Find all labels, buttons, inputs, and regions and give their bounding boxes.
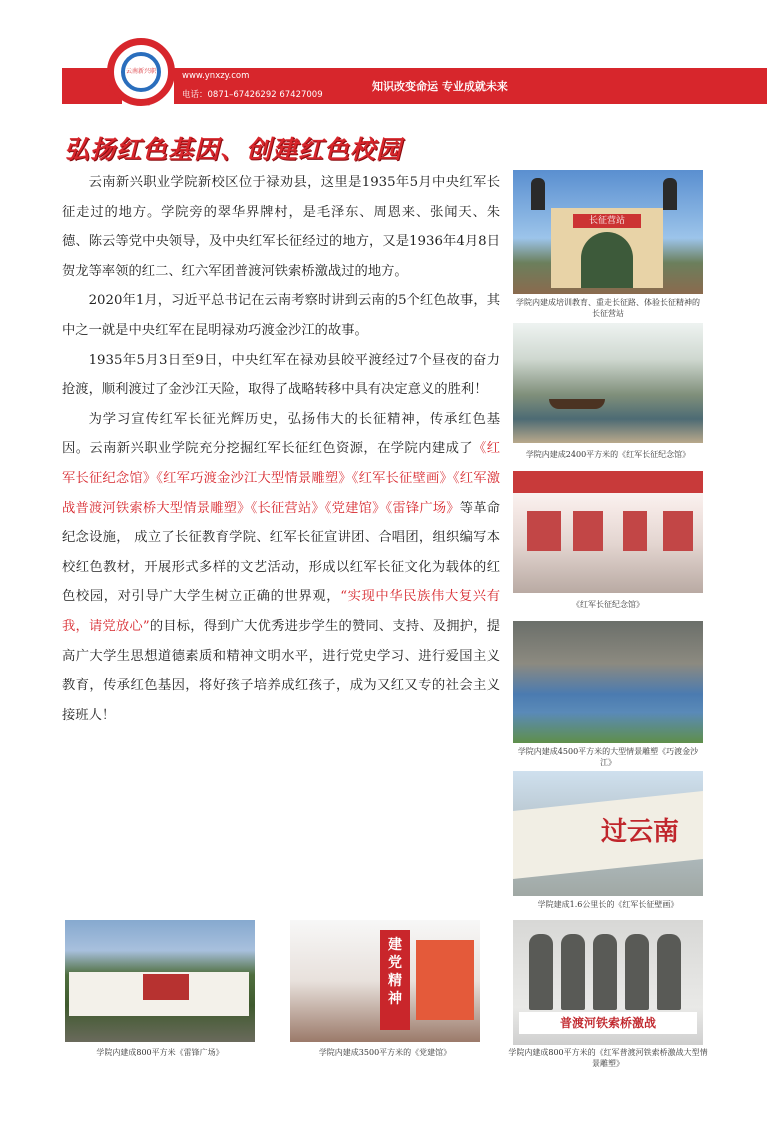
caption-memorial-hall-interior: 《红军长征纪念馆》	[572, 600, 644, 609]
soldier-statue	[561, 934, 585, 1010]
paragraph-4-facilities-highlight: 《红军长征纪念馆》《红军巧渡金沙江大型情景雕塑》《红军长征壁画》《红军激战普渡河铁索桥大型情景雕塑》《长征营站》《党建馆》《雷锋广场》	[62, 441, 501, 516]
page-header	[0, 0, 767, 120]
caption-jinsha-river-sculpture: 学院内建成4500平方米的大型情景雕塑《巧渡金沙江》	[517, 747, 699, 767]
header-slogan: 知识改变命运 专业成就未来	[372, 80, 508, 93]
photo-lei-feng-square	[65, 920, 255, 1042]
boat-model	[549, 399, 605, 409]
paragraph-2: 2020年1月，习近平总书记在云南考察时讲到云南的5个红色故事，其中之一就是中央红军在昆明禄劝巧渡金沙江的故事。	[62, 293, 500, 338]
red-ceiling	[513, 471, 703, 493]
statue-right	[663, 178, 677, 210]
sculpture-plaque	[519, 1012, 697, 1034]
school-logo-inner: 云南新兴职业学院	[121, 52, 161, 92]
paragraph-4-part-b: 等革命纪念设施， 成立了长征教育学院、红军长征宣讲团、合唱团，组织编写本校红色教材，开展形式多样的文艺活动，形成以红军长征文化为载体的红色校园，对引导广大学生树立正确的世界观，	[62, 500, 500, 605]
sculpture-plaque-text: 普渡河铁索桥激战	[559, 1016, 656, 1030]
caption-memorial-hall-mural: 学院内建成2400平方米的《红军长征纪念馆》	[525, 450, 691, 459]
banner-text: 建党精神	[388, 937, 402, 1007]
arch-gate	[551, 208, 663, 288]
photo-long-march-camp	[513, 170, 703, 294]
arch-sign-board	[573, 214, 641, 228]
photo-long-march-mural-wall	[513, 771, 703, 896]
paragraph-3: 1935年5月3日至9日，中央红军在禄劝县皎平渡经过7个昼夜的奋力抢渡，顺利渡过了金沙江天险，取得了战略转移中具有决定意义的胜利！	[62, 352, 500, 398]
statue-left	[531, 178, 545, 210]
photo-memorial-hall-mural	[513, 323, 703, 443]
header-phone: 电话：0871–67426292 67427009	[182, 90, 323, 100]
red-inscription-board	[143, 974, 189, 1000]
soldier-statue	[625, 934, 649, 1010]
page-title: 弘扬红色基因、创建红色校园	[64, 135, 403, 164]
soldier-statue	[529, 934, 553, 1010]
paragraph-4-part-c: 的目标，得到广大优秀进步学生的赞同、支持、及拥护，提高广大学生思想道德素质和精神文明水平，进行党史学习、进行爱国主义教育，传承红色基因，将好孩子培养成红孩子，成为又红又专的社会主义接班人！	[62, 618, 500, 723]
photo-pudu-river-bridge-sculpture	[513, 920, 703, 1045]
caption-lei-feng-square: 学院内建成800平方米《雷锋广场》	[96, 1048, 224, 1057]
paragraph-4	[62, 405, 500, 731]
soldier-statue	[657, 934, 681, 1010]
paragraph-1: 云南新兴职业学院新校区位于禄劝县，这里是1935年5月中央红军长征走过的地方。学院旁的翠华界牌村，是毛泽东、周恩来、张闻天、朱德、陈云等党中央领导，及中央红军长征经过的地方，又是1936年4月8日贺龙等率领的红二、红六军团普渡河铁索桥激战过的地方。	[62, 175, 500, 279]
exhibit-panel	[623, 511, 647, 551]
caption-party-building-hall: 学院内建成3500平方米的《党建馆》	[318, 1048, 452, 1057]
photo-memorial-hall-interior	[513, 471, 703, 593]
exhibit-panel	[663, 511, 693, 551]
exhibit-board	[416, 940, 474, 1020]
header-website: www.ynxzy.com	[182, 71, 250, 81]
paragraph-4-slogan-highlight: “实现中华民族伟大复兴有我，请党放心”	[62, 589, 500, 634]
school-logo	[107, 38, 175, 106]
paragraph-4-part-a: 为学习宣传红军长征光辉历史，弘扬伟大的长征精神，传承红色基因。云南新兴职业学院充分挖掘红军长征红色资源，在学院内建成了	[62, 411, 500, 457]
article-body	[62, 168, 500, 730]
photo-jinsha-river-sculpture	[513, 621, 703, 743]
exhibit-panel	[527, 511, 561, 551]
caption-long-march-camp: 学院内建成培训教育、重走长征路、体验长征精神的长征营站	[516, 298, 700, 318]
soldier-statue	[593, 934, 617, 1010]
arch-opening	[581, 232, 633, 288]
caption-long-march-mural-wall: 学院建成1.6公里长的《红军长征壁画》	[537, 900, 679, 909]
photo-party-building-hall	[290, 920, 480, 1042]
caption-pudu-river-bridge-sculpture: 学院内建成800平方米的《红军普渡河铁索桥激战大型情景雕塑》	[508, 1048, 708, 1068]
arch-sign-text: 长征营站	[588, 216, 625, 226]
exhibit-panel	[573, 511, 603, 551]
mural-wall-text: 过云南	[601, 817, 680, 847]
